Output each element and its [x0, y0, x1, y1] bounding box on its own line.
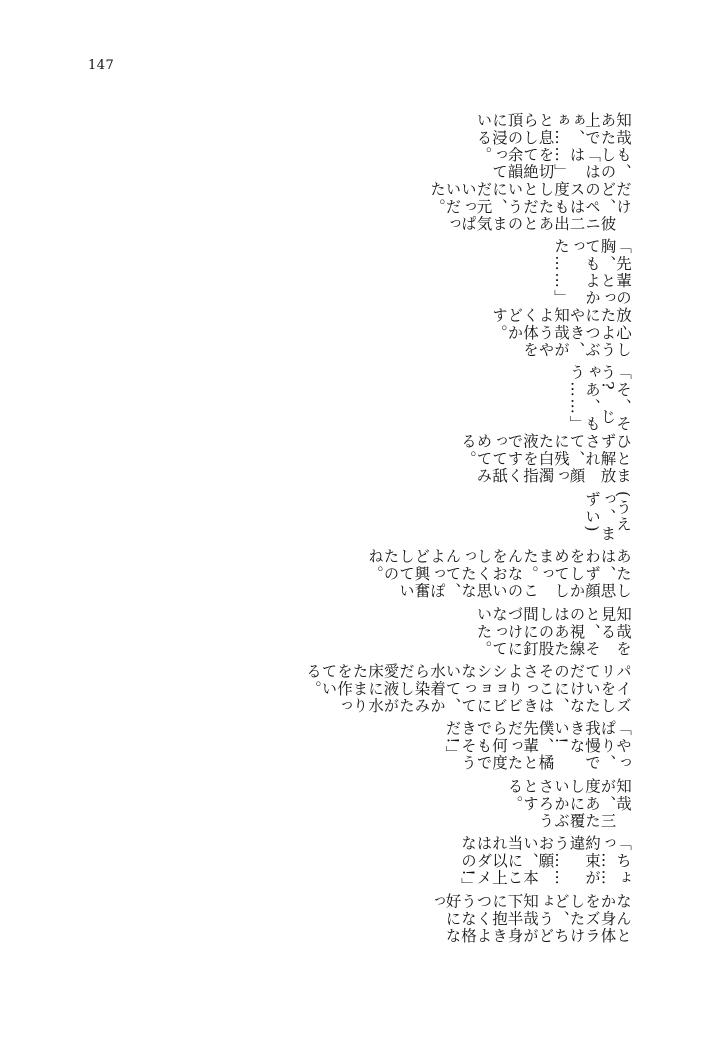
text-column: パイズリをしていただけなのに、そこはさっきよりビショビショになっていて、水着から染みだした愛液が床に水たまりを作っている。 [304, 662, 632, 715]
text-column: 知哉も、あたしの上で「はぁ、はぁ……」と息を切らして絶頂の余韻に浸っている。 [474, 112, 632, 181]
page-number: 147 [88, 58, 115, 73]
text-column: 知哉を見ると、その視線はあたしの股間に釘づけになっていた。 [474, 605, 632, 658]
text-column: 放心したようにつぶやき、知哉がようやく体をどかす。 [490, 307, 632, 359]
text-column: あたしは、思わず顔をしかめてしまった。こんなのをおいしく思ったなんて、よっぽど興奮していたのね。 [366, 548, 632, 600]
text-column: ひとまず解放されて、顔に残った白濁液を指ですくって舐めてみる。 [459, 433, 632, 485]
text-column: 「先輩の胸、とってもよかった……」 [552, 238, 632, 308]
text-column: 「ちょっ……約束が違う……お願い、本当にこれ以上はダメなの!」 [459, 835, 632, 895]
text-column: なんとか身体をズラしたけど、ちょうど知哉が下半身に抱きつくような格好になっ [428, 892, 632, 945]
text-column: 「やっぱり、我慢できない! 僕、橘先輩とだったら何度でもできそうだ!」 [443, 720, 632, 772]
text-column: 「そ、そう? じゃあ、もう……」 [567, 364, 632, 434]
vertical-text-body [304, 112, 632, 950]
text-column: 知哉が、三度あたしに覆いかぶさろうとする。 [505, 777, 632, 830]
text-column: だけど、彼のペニスは二度も出したあとだというのに、まだ元気いっぱいだった。 [428, 180, 632, 233]
text-column: (うえっ、まずい) [583, 490, 632, 543]
